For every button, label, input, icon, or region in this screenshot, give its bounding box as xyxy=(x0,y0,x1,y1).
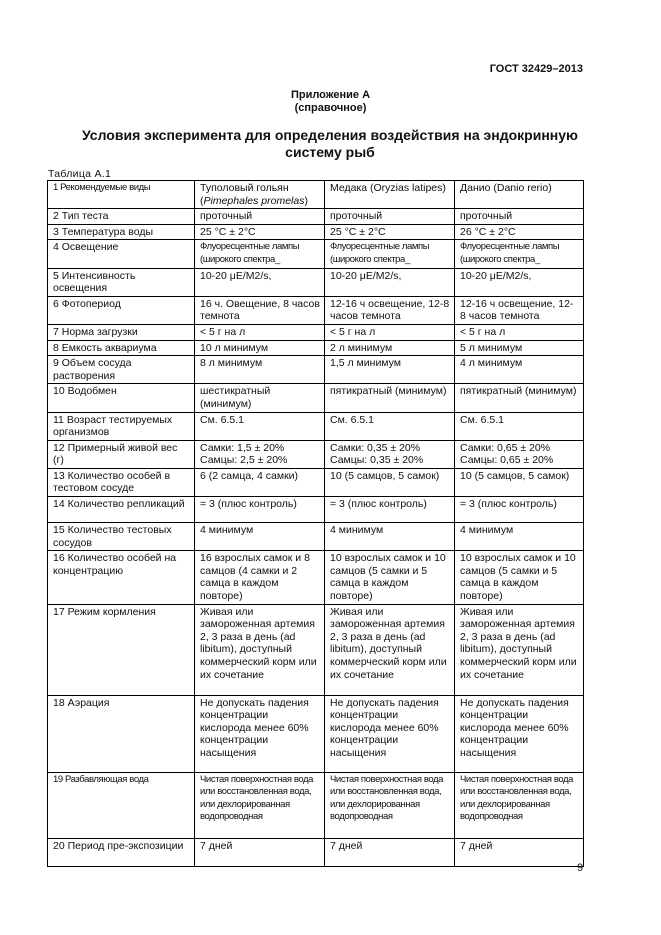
value-cell: См. 6.5.1 xyxy=(325,412,455,440)
table-row xyxy=(48,551,584,604)
value-cell: Флуоресцентные лампы (широкого спектра_ xyxy=(325,240,455,268)
value-cell: Самки: 0,35 ± 20% Самцы: 0,35 ± 20% xyxy=(325,440,455,468)
value-cell: 12-16 ч освещение, 12-8 часов темнота xyxy=(325,296,455,324)
value-cell: 5 л минимум xyxy=(455,340,584,356)
value-cell: 7 дней xyxy=(195,838,325,866)
value-cell: Туполовый гольян (Pimephales promelas) xyxy=(195,181,325,209)
table-row xyxy=(48,268,584,296)
table-row xyxy=(48,296,584,324)
table-row xyxy=(48,384,584,412)
param-cell: 11 Возраст тестируемых организмов xyxy=(48,412,195,440)
value-cell: 16 ч. Овещение, 8 часов темнота xyxy=(195,296,325,324)
value-cell: 10 (5 самцов, 5 самок) xyxy=(455,468,584,496)
value-cell: 10 л минимум xyxy=(195,340,325,356)
table-row xyxy=(48,838,584,866)
value-cell: 10-20 μE/M2/s, xyxy=(195,268,325,296)
value-cell: проточный xyxy=(455,209,584,225)
value-cell: Самки: 0,65 ± 20% Самцы: 0,65 ± 20% xyxy=(455,440,584,468)
value-cell: = 3 (плюс контроль) xyxy=(325,497,455,523)
value-cell: Флуоресцентные лампы (широкого спектра_ xyxy=(195,240,325,268)
value-cell: См. 6.5.1 xyxy=(455,412,584,440)
table-row xyxy=(48,772,584,838)
value-cell: 7 дней xyxy=(455,838,584,866)
value-cell: 10-20 μE/M2/s, xyxy=(455,268,584,296)
value-cell: проточный xyxy=(195,209,325,225)
value-cell: < 5 г на л xyxy=(455,324,584,340)
param-cell: 5 Интенсивность освещения xyxy=(48,268,195,296)
value-cell: 4 минимум xyxy=(325,523,455,551)
param-cell: 9 Объем сосуда растворения xyxy=(48,356,195,384)
value-cell: шестикратный (минимум) xyxy=(195,384,325,412)
document-code: ГОСТ 32429–2013 xyxy=(489,63,583,75)
value-cell: 1,5 л минимум xyxy=(325,356,455,384)
param-cell: 1 Рекомендуемые виды xyxy=(48,181,195,209)
value-cell: 26 °C ± 2°C xyxy=(455,224,584,240)
value-cell: 4 минимум xyxy=(195,523,325,551)
value-cell: 2 л минимум xyxy=(325,340,455,356)
table-row xyxy=(48,440,584,468)
value-cell: Медака (Oryzias latipes) xyxy=(325,181,455,209)
page-number: 9 xyxy=(577,862,584,874)
table-row xyxy=(48,356,584,384)
value-cell: Чистая поверхностная вода или восстановленная вода, или дехлорированная водопроводная xyxy=(325,772,455,838)
table-row xyxy=(48,604,584,695)
param-cell: 19 Разбавляющая вода xyxy=(48,772,195,838)
table-row xyxy=(48,412,584,440)
param-cell: 14 Количество репликаций xyxy=(48,497,195,523)
param-cell: 3 Температура воды xyxy=(48,224,195,240)
param-cell: 12 Примерный живой вес (г) xyxy=(48,440,195,468)
param-cell: 7 Норма загрузки xyxy=(48,324,195,340)
table-row xyxy=(48,497,584,523)
value-cell: < 5 г на л xyxy=(195,324,325,340)
value-cell: 25 °C ± 2°C xyxy=(195,224,325,240)
value-cell: 4 минимум xyxy=(455,523,584,551)
appendix-title: Приложение А xyxy=(290,89,371,101)
value-cell: Чистая поверхностная вода или восстановленная вода, или дехлорированная водопроводная xyxy=(455,772,584,838)
value-cell: 25 °C ± 2°C xyxy=(325,224,455,240)
value-cell: 10-20 μE/M2/s, xyxy=(325,268,455,296)
appendix-heading xyxy=(0,89,661,115)
value-cell: проточный xyxy=(325,209,455,225)
value-cell: См. 6.5.1 xyxy=(195,412,325,440)
value-cell: Не допускать падения концентрации кислорода менее 60% концентрации насыщения xyxy=(325,695,455,772)
param-cell: 10 Водобмен xyxy=(48,384,195,412)
value-cell: 4 л минимум xyxy=(455,356,584,384)
param-cell: 17 Режим кормления xyxy=(48,604,195,695)
value-cell: 12-16 ч освещение, 12-8 часов темнота xyxy=(455,296,584,324)
value-cell: Живая или замороженная артемия 2, 3 раза в день (ad libitum), доступный коммерческий корм или их сочетание xyxy=(195,604,325,695)
value-cell: 10 взрослых самок и 10 самцов (5 самки и 5 самца в каждом повторе) xyxy=(455,551,584,604)
param-cell: 20 Период пре-экспозиции xyxy=(48,838,195,866)
param-cell: 18 Аэрация xyxy=(48,695,195,772)
value-cell: пятикратный (минимум) xyxy=(325,384,455,412)
section-title: Условия эксперимента для определения воздействия на эндокринную систему рыб xyxy=(81,127,578,160)
table-row xyxy=(48,695,584,772)
param-cell: 16 Количество особей на концентрацию xyxy=(48,551,195,604)
value-cell: Живая или замороженная артемия 2, 3 раза в день (ad libitum), доступный коммерческий корм или их сочетание xyxy=(325,604,455,695)
value-cell: 16 взрослых самок и 8 самцов (4 самки и 2 самца в каждом повторе) xyxy=(195,551,325,604)
value-cell: 10 (5 самцов, 5 самок) xyxy=(325,468,455,496)
value-cell: Чистая поверхностная вода или восстановленная вода, или дехлорированная водопроводная xyxy=(195,772,325,838)
value-cell: 10 взрослых самок и 10 самцов (5 самки и 5 самца в каждом повторе) xyxy=(325,551,455,604)
value-cell: Самки: 1,5 ± 20% Самцы: 2,5 ± 20% xyxy=(195,440,325,468)
table-row xyxy=(48,340,584,356)
table-row xyxy=(48,523,584,551)
appendix-subtitle: (справочное) xyxy=(294,102,367,114)
value-cell: Флуоресцентные лампы (широкого спектра_ xyxy=(455,240,584,268)
value-cell: Не допускать падения концентрации кислорода менее 60% концентрации насыщения xyxy=(195,695,325,772)
value-cell: пятикратный (минимум) xyxy=(455,384,584,412)
param-cell: 4 Освещение xyxy=(48,240,195,268)
value-cell: 6 (2 самца, 4 самки) xyxy=(195,468,325,496)
table-row xyxy=(48,324,584,340)
table-row xyxy=(48,209,584,225)
param-cell: 15 Количество тестовых сосудов xyxy=(48,523,195,551)
table-row xyxy=(48,240,584,268)
table-row xyxy=(48,181,584,209)
value-cell: Не допускать падения концентрации кислорода менее 60% концентрации насыщения xyxy=(455,695,584,772)
param-cell: 6 Фотопериод xyxy=(48,296,195,324)
value-cell: Данио (Danio rerio) xyxy=(455,181,584,209)
value-cell: < 5 г на л xyxy=(325,324,455,340)
table-row xyxy=(48,224,584,240)
table-row xyxy=(48,468,584,496)
value-cell: 8 л минимум xyxy=(195,356,325,384)
param-cell: 13 Количество особей в тестовом сосуде xyxy=(48,468,195,496)
conditions-table xyxy=(47,180,584,867)
param-cell: 8 Емкость аквариума xyxy=(48,340,195,356)
value-cell: Живая или замороженная артемия 2, 3 раза в день (ad libitum), доступный коммерческий корм или их сочетание xyxy=(455,604,584,695)
param-cell: 2 Тип теста xyxy=(48,209,195,225)
table-label: Таблица А.1 xyxy=(48,168,112,180)
value-cell: 7 дней xyxy=(325,838,455,866)
value-cell: = 3 (плюс контроль) xyxy=(455,497,584,523)
value-cell: = 3 (плюс контроль) xyxy=(195,497,325,523)
